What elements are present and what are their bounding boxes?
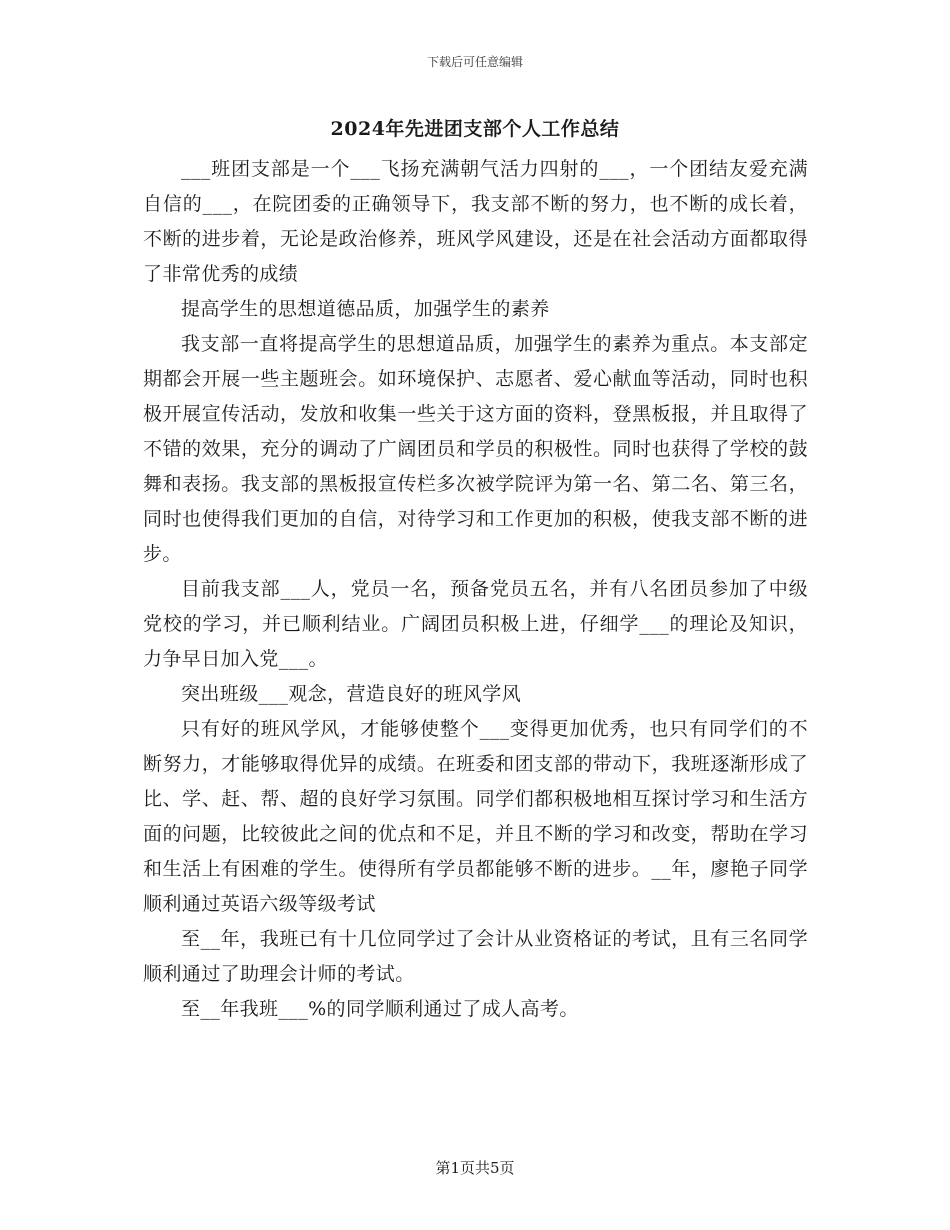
page-header-note: 下载后可任意编辑	[426, 55, 523, 69]
paragraph-intro: ___班团支部是一个___飞扬充满朝气活力四射的___，一个团结友爱充满自信的___，在院团委的正确领导下，我支部不断的努力，也不断的成长着，不断的进步着，无论是政治修养，班风学风建设，还是在社会活动方面都取得了非常优秀的成绩	[143, 158, 808, 285]
paragraph-accounting: 至__年，我班已有十几位同学过了会计从业资格证的考试，且有三名同学顺利通过了助理会计师的考试。	[143, 928, 808, 985]
paragraph-class-style: 只有好的班风学风，才能够使整个___变得更加优秀，也只有同学们的不断努力，才能够取得优异的成绩。在班委和团支部的带动下，我班逐渐形成了比、学、赶、帮、超的良好学习氛围。同学们都积极地相互探讨学习和生活方面的问题，比较彼此之间的优点和不足，并且不断的学习和改变，帮助在学习和生活上有困难的学生。使得所有学员都能够不断的进步。__年，廖艳子同学顺利通过英语六级等级考试	[143, 718, 808, 915]
document-title: 2024年先进团支部个人工作总结	[330, 118, 620, 140]
section-heading-moral: 提高学生的思想道德品质，加强学生的素养	[181, 298, 550, 320]
paragraph-adult-exam: 至__年我班___%的同学顺利通过了成人高考。	[181, 998, 579, 1020]
paragraph-moral: 我支部一直将提高学生的思想道品质，加强学生的素养为重点。本支部定期都会开展一些主题班会。如环境保护、志愿者、爱心献血等活动，同时也积极开展宣传活动，发放和收集一些关于这方面的资料，登黑板报，并且取得了不错的效果，充分的调动了广阔团员和学员的积极性。同时也获得了学校的鼓舞和表扬。我支部的黑板报宣传栏多次被学院评为第一名、第二名、第三名，同时也使得我们更加的自信，对待学习和工作更加的积极，使我支部不断的进步。	[143, 333, 808, 565]
paragraph-members: 目前我支部___人，党员一名，预备党员五名，并有八名团员参加了中级党校的学习，并已顺利结业。广阔团员积极上进，仔细学___的理论及知识，力争早日加入党___。	[143, 578, 808, 670]
section-heading-class-style: 突出班级___观念，营造良好的班风学风	[181, 683, 522, 705]
document-body	[143, 152, 808, 1027]
page-number: 第1页共5页	[435, 1159, 515, 1177]
